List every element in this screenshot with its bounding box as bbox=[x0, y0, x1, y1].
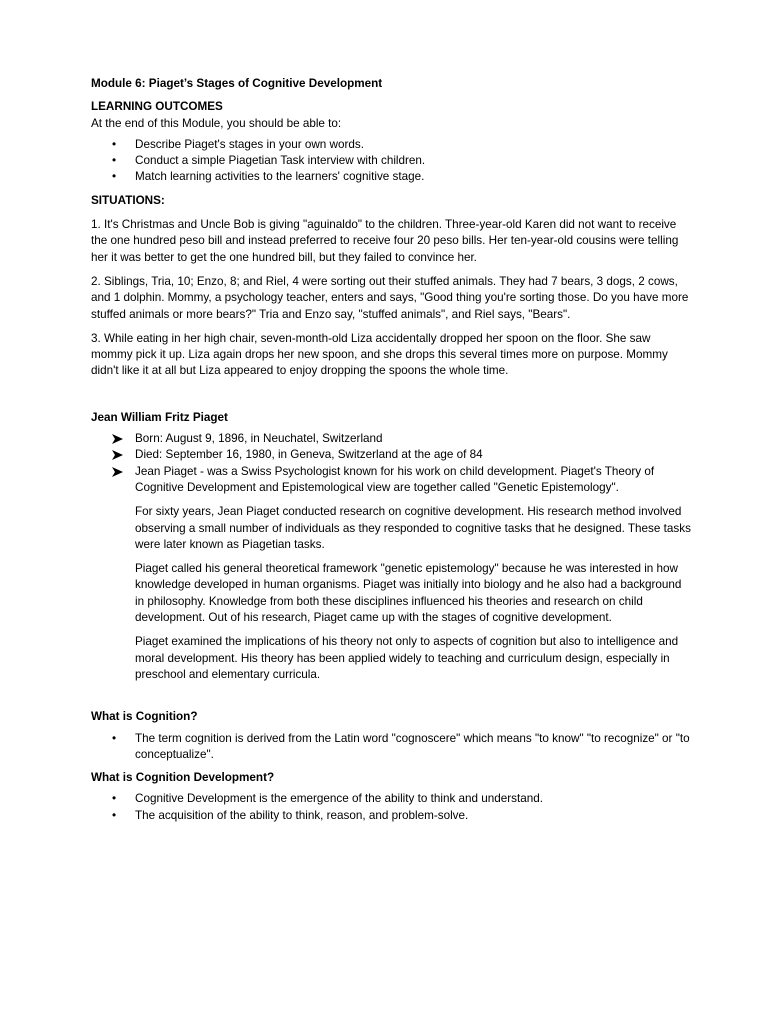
list-item: Jean Piaget - was a Swiss Psychologist known for his work on child development. Piaget's Theory of Cognitive Development and Epistemological view are together called "Genetic Epistemology". bbox=[91, 464, 691, 497]
list-item: • Match learning activities to the learners' cognitive stage. bbox=[91, 169, 691, 185]
bullet-icon: • bbox=[112, 154, 117, 168]
list-item: • Conduct a simple Piagetian Task interview with children. bbox=[91, 153, 691, 169]
list-item: • The acquisition of the ability to think, reason, and problem-solve. bbox=[91, 808, 691, 824]
bullet-icon: • bbox=[112, 808, 117, 822]
situation-paragraph-3: 3. While eating in her high chair, seven-month-old Liza accidentally dropped her spoon on the floor. She saw mommy pick it up. Liza again drops her new spoon, and she drops this several times more on purpose. Mommy didn't like it at all but Liza appeared to enjoy dropping the spoons the whole time. bbox=[91, 331, 668, 378]
situation-paragraph-2: 2. Siblings, Tria, 10; Enzo, 8; and Riel, 4 were sorting out their stuffed animals. They had 7 bears, 3 dogs, 2 cows, and 1 dolphin. Mommy, a psychology teacher, enters and says, "Good thing you're sorting those. Do you have more stuffed animals or more bears?" Tria and Enzo say, "stuffed animals", and Riel says, "Bears". bbox=[91, 274, 689, 321]
arrow-bullet-icon bbox=[112, 450, 123, 460]
situations-heading: SITUATIONS: bbox=[91, 193, 165, 207]
cognition-list bbox=[91, 731, 691, 764]
piaget-heading: Jean William Fritz Piaget bbox=[91, 410, 228, 424]
list-item: • The term cognition is derived from the Latin word "cognoscere" which means "to know" "to recognize" or "to conceptualize". bbox=[112, 731, 690, 761]
document-page bbox=[91, 76, 691, 831]
document-title: Module 6: Piaget’s Stages of Cognitive Development bbox=[91, 77, 383, 90]
cognition-heading: What is Cognition? bbox=[91, 710, 198, 724]
list-item: • Cognitive Development is the emergence of the ability to think and understand. bbox=[91, 791, 691, 807]
learning-outcomes-heading: LEARNING OUTCOMES bbox=[91, 100, 223, 114]
situation-paragraph-1: 1. It's Christmas and Uncle Bob is giving "aguinaldo" to the children. Three-year-old Karen did not want to receive the one hundred peso bill and instead preferred to receive four 20 peso bills. Her ten-year-old cousins were telling her it was better to get the one hundred bill, but they failed to convince her. bbox=[91, 218, 679, 264]
piaget-paragraph-3: Piaget examined the implications of his theory not only to aspects of cognition but also to intelligence and moral development. His theory has been applied widely to teaching and curriculum design, especially in preschool and elementary curricula. bbox=[135, 635, 679, 681]
bullet-icon: • bbox=[112, 731, 117, 745]
arrow-bullet-icon bbox=[112, 467, 123, 477]
list-item: Died: September 16, 1980, in Geneva, Switzerland at the age of 84 bbox=[91, 447, 691, 463]
piaget-paragraph-2: Piaget called his general theoretical framework "genetic epistemology" because he was interested in how knowledge developed in human organisms. Piaget was initially into biology and he also had a background in philosophy. Knowledge from both these disciplines influenced his theories and research on child development. Out of his research, Piaget came up with the stages of cognitive development. bbox=[135, 562, 682, 625]
bullet-icon: • bbox=[112, 137, 117, 151]
cognition-development-list bbox=[91, 791, 691, 824]
learning-outcomes-intro: At the end of this Module, you should be able to: bbox=[91, 116, 342, 130]
piaget-facts-list bbox=[91, 431, 691, 496]
list-item: • Describe Piaget's stages in your own words. bbox=[91, 137, 691, 153]
cognition-development-heading: What is Cognition Development? bbox=[91, 771, 275, 785]
arrow-bullet-icon bbox=[112, 434, 123, 444]
piaget-paragraph-1: For sixty years, Jean Piaget conducted research on cognitive development. His research method involved observing a small number of individuals as they responded to cognitive tasks that he designed. These tasks were later known as Piagetian tasks. bbox=[135, 505, 691, 551]
bullet-icon: • bbox=[112, 792, 117, 806]
list-item: Born: August 9, 1896, in Neuchatel, Switzerland bbox=[91, 431, 691, 447]
bullet-icon: • bbox=[112, 170, 117, 184]
learning-outcomes-list bbox=[91, 137, 691, 186]
